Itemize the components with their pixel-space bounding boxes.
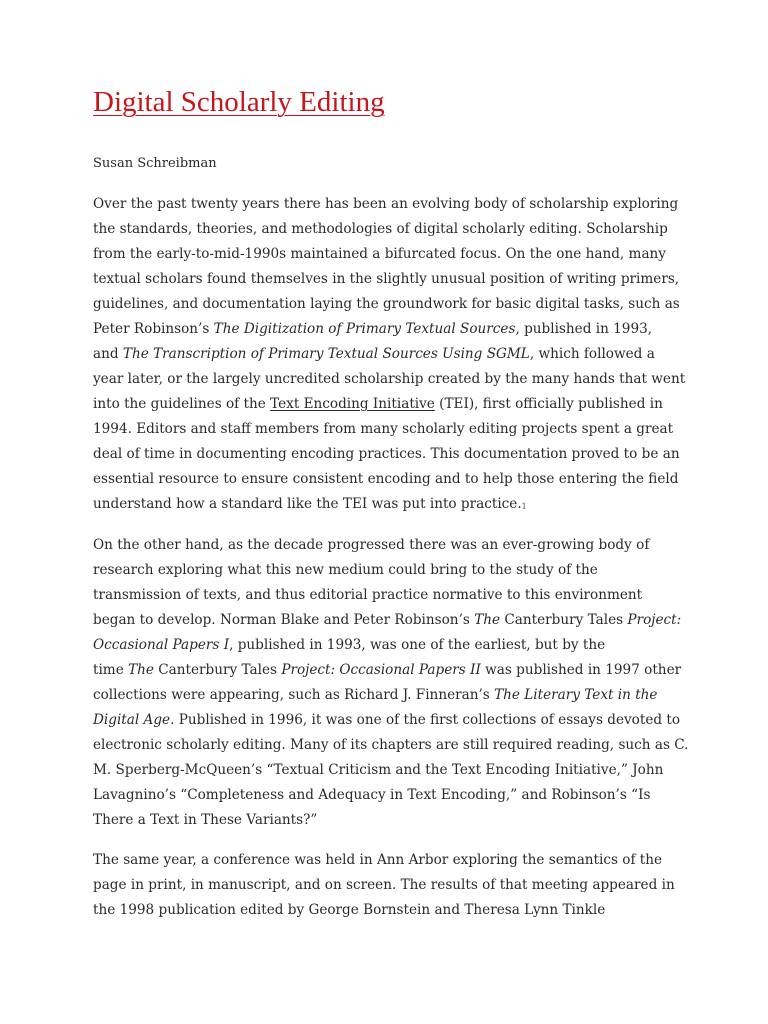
italic-title: The Digitization of Primary Textual Sources	[213, 321, 516, 337]
text-line	[93, 367, 693, 392]
text-run: began to develop. Norman Blake and Peter Robinson’s	[93, 612, 475, 628]
text-line	[93, 442, 693, 467]
text-line	[93, 898, 693, 923]
text-line	[93, 708, 693, 733]
text-line	[93, 683, 693, 708]
text-run: from the early-to-mid-1990s maintained a bifurcated focus. On the one hand, many	[93, 246, 666, 262]
text-run: was published in 1997 other	[480, 662, 682, 678]
italic-title: Digital Age	[93, 712, 171, 728]
text-line	[93, 733, 693, 758]
article	[93, 82, 689, 918]
text-run: Canterbury Tales	[500, 612, 628, 628]
text-run: (TEI), first officially published in	[434, 396, 663, 412]
text-run: Peter Robinson’s	[93, 321, 214, 337]
text-run: M. Sperberg-McQueen’s “Textual Criticism and the Text Encoding Initiative,” John	[93, 762, 664, 778]
text-line	[93, 417, 693, 442]
text-run: guidelines, and documentation laying the groundwork for basic digital tasks, such as	[93, 296, 680, 312]
text-line	[93, 873, 693, 898]
text-run: essential resource to ensure consistent encoding and to help those entering the field	[93, 471, 679, 487]
text-line	[93, 848, 693, 873]
text-line	[93, 267, 693, 292]
text-line	[93, 317, 693, 342]
text-run: the 1998 publication edited by George Bornstein and Theresa Lynn Tinkle	[93, 902, 606, 918]
text-run: year later, or the largely uncredited scholarship created by the many hands that went	[93, 371, 686, 387]
text-line	[93, 342, 693, 367]
text-run: the standards, theories, and methodologies of digital scholarly editing. Scholarship	[93, 221, 668, 237]
text-run: Canterbury Tales	[153, 662, 282, 678]
text-run: into the guidelines of the	[93, 396, 271, 412]
text-run: understand how a standard like the TEI was put into practice.	[93, 496, 522, 512]
text-line	[93, 292, 693, 317]
italic-title: Project:	[627, 612, 682, 628]
italic-title: Project: Occasional Papers II	[281, 662, 481, 678]
text-line	[93, 583, 693, 608]
paragraph	[93, 533, 693, 833]
author-name: Susan Schreibman	[93, 156, 217, 171]
paragraph	[93, 192, 693, 518]
text-line	[93, 467, 693, 492]
text-run: . Published in 1996, it was one of the first collections of essays devoted to	[170, 712, 681, 728]
text-line	[93, 658, 693, 683]
text-run: electronic scholarly editing. Many of its chapters are still required reading, such as C.	[93, 737, 689, 753]
text-run: , published in 1993,	[515, 321, 653, 337]
article-body	[93, 192, 693, 938]
italic-title: The Transcription of Primary Textual Sources Using SGML	[122, 346, 530, 362]
text-run: time	[93, 662, 129, 678]
paragraph	[93, 848, 693, 923]
italic-title: Occasional Papers I	[93, 637, 230, 653]
text-run: research exploring what this new medium could bring to the study of the	[93, 562, 598, 578]
text-line	[93, 192, 693, 217]
text-run: transmission of texts, and thus editorial practice normative to this environment	[93, 587, 643, 603]
text-line	[93, 533, 693, 558]
footnote-marker[interactable]: 1	[521, 502, 527, 511]
text-line	[93, 608, 693, 633]
text-run: There a Text in These Variants?”	[93, 812, 318, 828]
text-line	[93, 808, 693, 833]
italic-title: The Literary Text in the	[494, 687, 658, 703]
text-line	[93, 758, 693, 783]
article-title[interactable]: Digital Scholarly Editing	[93, 86, 385, 118]
text-line	[93, 558, 693, 583]
text-line	[93, 633, 693, 658]
text-run: , which followed a	[529, 346, 655, 362]
text-line	[93, 392, 693, 417]
text-run: collections were appearing, such as Richard J. Finneran’s	[93, 687, 495, 703]
text-run: page in print, in manuscript, and on screen. The results of that meeting appeared in	[93, 877, 675, 893]
text-run: deal of time in documenting encoding practices. This documentation proved to be an	[93, 446, 680, 462]
text-line	[93, 242, 693, 267]
text-run: On the other hand, as the decade progressed there was an ever-growing body of	[93, 537, 650, 553]
text-run: , published in 1993, was one of the earliest, but by the	[229, 637, 606, 653]
text-run: and	[93, 346, 123, 362]
text-run: Over the past twenty years there has been an evolving body of scholarship exploring	[93, 196, 679, 212]
text-run: textual scholars found themselves in the slightly unusual position of writing primers,	[93, 271, 680, 287]
italic-title: The	[474, 612, 501, 628]
text-run: Lavagnino’s “Completeness and Adequacy in Text Encoding,” and Robinson’s “Is	[93, 787, 651, 803]
italic-title: The	[128, 662, 154, 678]
text-line	[93, 492, 693, 518]
text-run: 1994. Editors and staff members from many scholarly editing projects spent a great	[93, 421, 674, 437]
text-run: The same year, a conference was held in Ann Arbor exploring the semantics of the	[93, 852, 663, 868]
text-line	[93, 783, 693, 808]
text-line	[93, 217, 693, 242]
tei-link[interactable]: Text Encoding Initiative	[270, 396, 435, 412]
